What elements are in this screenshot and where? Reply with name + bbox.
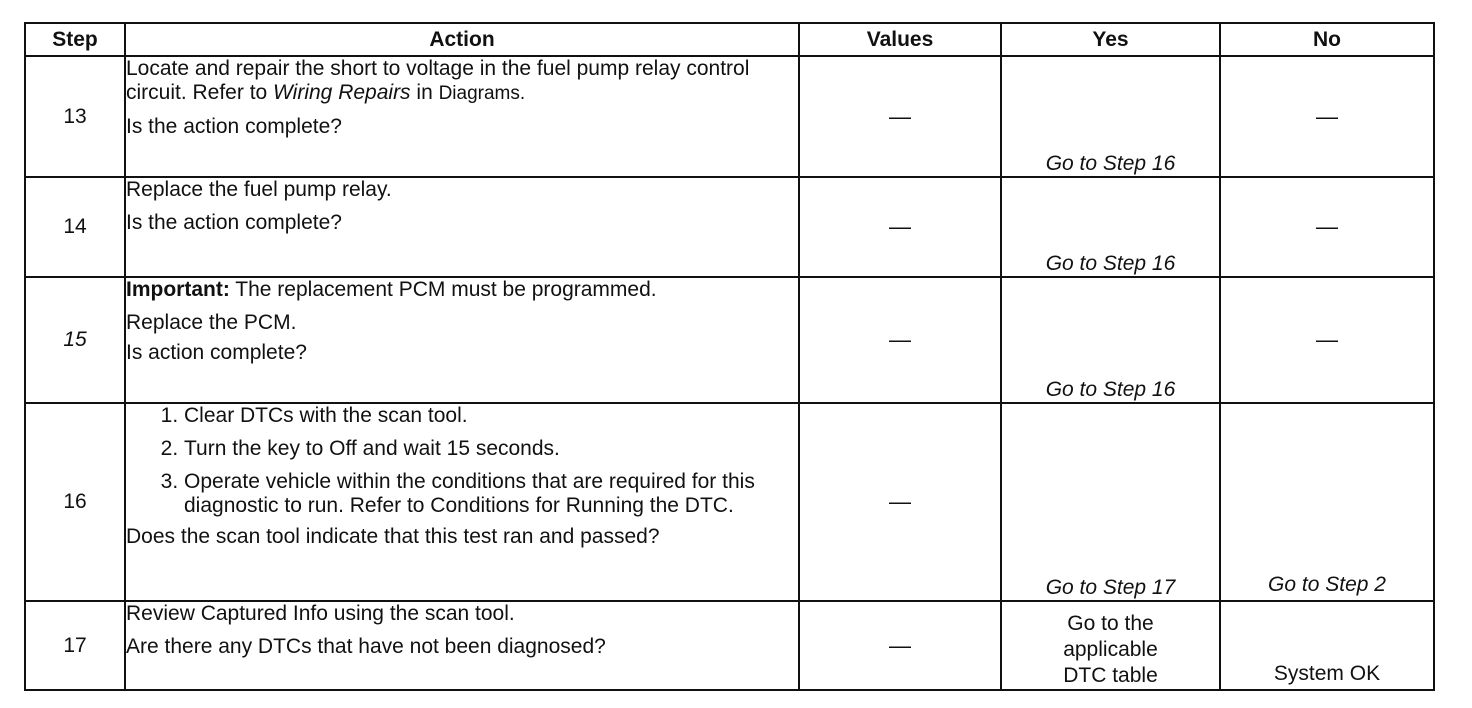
yes-line: Go to the: [1067, 612, 1154, 635]
important-note: [126, 278, 798, 302]
action-question: Are there any DTCs that have not been diagnosed?: [126, 635, 606, 658]
action-cell: [125, 277, 799, 403]
values-cell: —: [799, 177, 1001, 277]
yes-link: Go to Step 17: [1045, 576, 1176, 599]
action-question: Is action complete?: [126, 341, 307, 364]
action-text: Review Captured Info using the scan tool.: [126, 602, 515, 625]
step-number: 16: [25, 403, 125, 601]
table-row-step-15: [25, 277, 1434, 403]
yes-link: Go to Step 16: [1045, 252, 1176, 275]
procedure-step: 3. Operate vehicle within the conditions that are required for this diagnostic to run. Refer to Conditions for Running the DTC.: [184, 470, 798, 518]
action-connector: in: [410, 81, 439, 104]
values-cell: —: [799, 403, 1001, 601]
action-text: [126, 57, 798, 106]
yes-cell: [1001, 277, 1220, 403]
action-reference: Wiring Repairs: [273, 81, 411, 104]
action-reference-diagrams: Diagrams.: [438, 83, 526, 104]
action-question: Does the scan tool indicate that this test ran and passed?: [126, 525, 660, 548]
yes-cell: [1001, 56, 1220, 177]
action-instruction: Locate and repair the short to voltage in the fuel pump relay control circuit. Refer to: [126, 57, 750, 104]
yes-link: Go to Step 16: [1045, 378, 1176, 401]
procedure-list: [126, 404, 798, 518]
action-question: Is the action complete?: [126, 115, 342, 138]
action-cell: [125, 601, 799, 690]
yes-line: applicable: [1063, 638, 1158, 661]
no-link: Go to Step 2: [1268, 573, 1386, 596]
action-cell: [125, 56, 799, 177]
header-no: No: [1220, 23, 1434, 56]
table-row-step-13: [25, 56, 1434, 177]
important-label: Important:: [126, 278, 230, 301]
action-question: Is the action complete?: [126, 211, 342, 234]
step-number: 15: [25, 277, 125, 403]
action-cell: [125, 177, 799, 277]
header-step: Step: [25, 23, 125, 56]
step-number: 13: [25, 56, 125, 177]
table-row-step-14: [25, 177, 1434, 277]
yes-cell: [1001, 177, 1220, 277]
table-row-step-16: [25, 403, 1434, 601]
action-text: Replace the fuel pump relay.: [126, 178, 392, 201]
table-row-step-17: [25, 601, 1434, 690]
yes-line: DTC table: [1063, 664, 1158, 687]
no-cell: [1220, 403, 1434, 601]
header-action: Action: [125, 23, 799, 56]
step-number: 14: [25, 177, 125, 277]
header-row: [25, 23, 1434, 56]
yes-cell: [1001, 403, 1220, 601]
no-cell: —: [1220, 56, 1434, 177]
values-cell: —: [799, 56, 1001, 177]
important-text: The replacement PCM must be programmed.: [229, 278, 657, 301]
header-yes: Yes: [1001, 23, 1220, 56]
values-cell: —: [799, 277, 1001, 403]
no-cell: —: [1220, 277, 1434, 403]
procedure-step: 1. Clear DTCs with the scan tool.: [184, 404, 798, 428]
no-cell: System OK: [1220, 601, 1434, 690]
procedure-step: 2. Turn the key to Off and wait 15 seconds.: [184, 437, 798, 461]
yes-cell: [1001, 601, 1220, 690]
action-cell: [125, 403, 799, 601]
header-values: Values: [799, 23, 1001, 56]
diagnostic-table: [24, 22, 1435, 691]
action-text: Replace the PCM.: [126, 311, 297, 334]
values-cell: —: [799, 601, 1001, 690]
yes-link: Go to Step 16: [1045, 152, 1176, 175]
step-number: 17: [25, 601, 125, 690]
no-cell: —: [1220, 177, 1434, 277]
